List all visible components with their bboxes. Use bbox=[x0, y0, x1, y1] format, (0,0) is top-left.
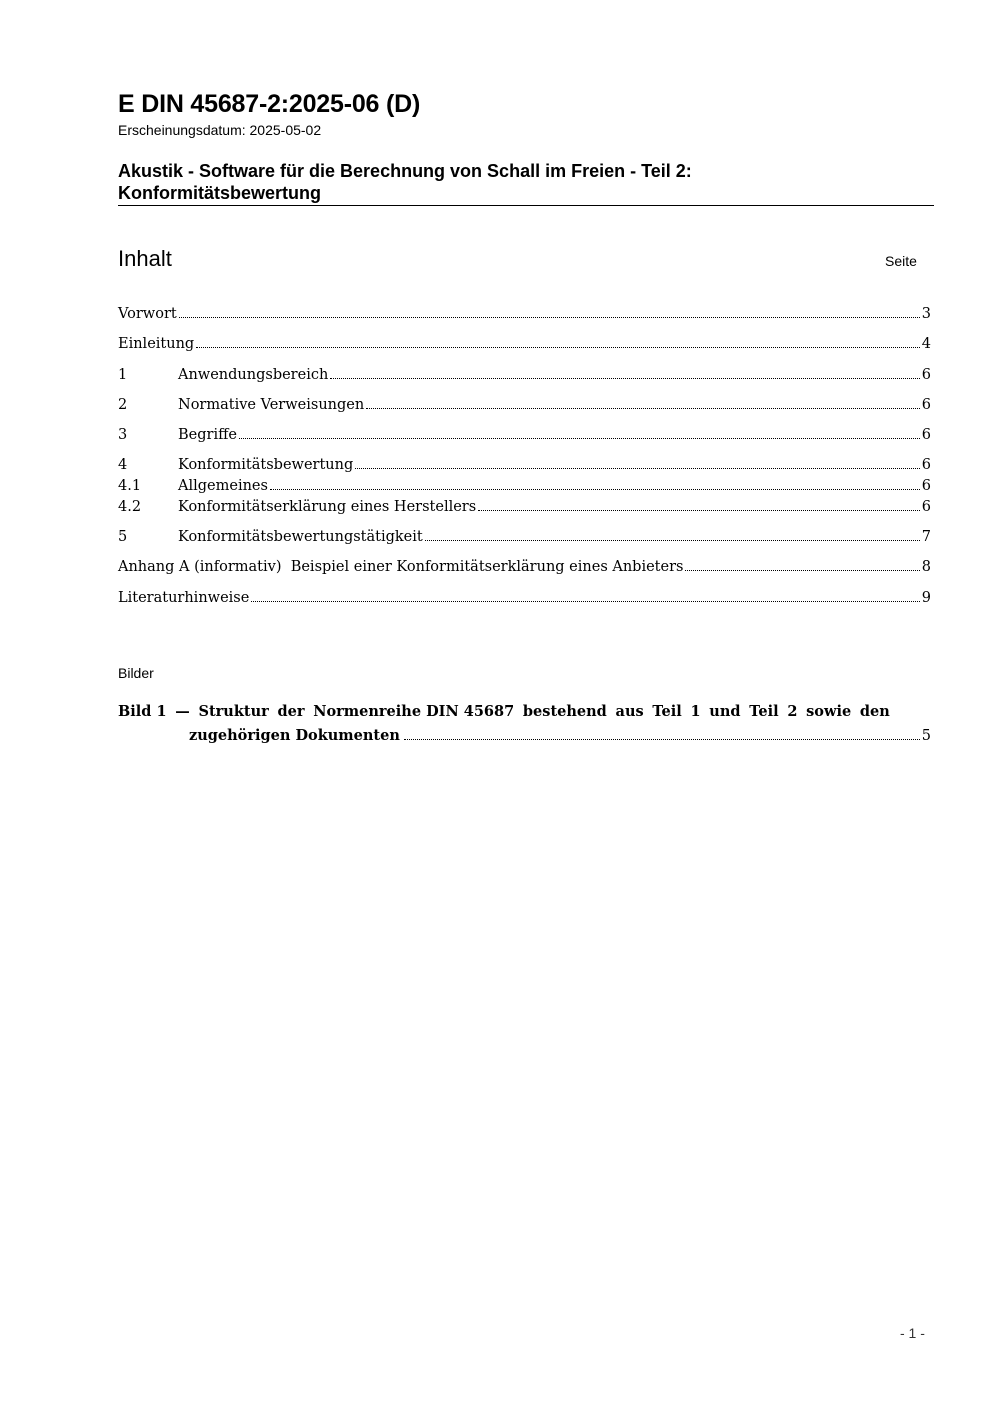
title-divider bbox=[118, 205, 934, 206]
toc-entry-number: 2 bbox=[118, 397, 128, 413]
toc-entry-number: 1 bbox=[118, 367, 128, 383]
toc-entry-page: 8 bbox=[921, 559, 931, 575]
dot-leader bbox=[270, 489, 920, 490]
dot-leader bbox=[179, 317, 920, 318]
toc-entry-label: Anwendungsbereich bbox=[178, 367, 329, 383]
figure-entry-continuation: zugehörigen Dokumenten bbox=[189, 727, 400, 744]
toc-entry-number: 3 bbox=[118, 427, 128, 443]
figures-heading: Bilder bbox=[118, 665, 154, 681]
toc-entry-page: 6 bbox=[921, 499, 931, 515]
toc-entry-page: 6 bbox=[921, 478, 931, 494]
toc-entry-number: 5 bbox=[118, 529, 128, 545]
toc-entry-page: 7 bbox=[921, 529, 931, 545]
subtitle-line-1: Akustik - Software für die Berechnung von Schall im Freien - Teil 2: bbox=[118, 161, 692, 181]
toc-entry-label: Allgemeines bbox=[178, 478, 268, 494]
figure-word: — bbox=[175, 703, 190, 720]
document-subtitle bbox=[118, 160, 934, 204]
toc-entry-section-1[interactable] bbox=[118, 363, 931, 383]
toc-entry-label: Begriffe bbox=[178, 427, 237, 443]
dot-leader bbox=[478, 510, 920, 511]
toc-entry-number: 4.2 bbox=[118, 499, 142, 515]
toc-entry-section-5[interactable] bbox=[118, 525, 931, 545]
dot-leader bbox=[404, 739, 920, 740]
toc-entry-number: 4 bbox=[118, 457, 128, 473]
toc-entry-page: 6 bbox=[921, 427, 931, 443]
toc-entry-label: Einleitung bbox=[118, 336, 195, 352]
figure-word: Struktur bbox=[198, 703, 269, 720]
figure-word: Teil bbox=[749, 703, 779, 720]
toc-entry-einleitung[interactable] bbox=[118, 332, 931, 352]
figure-entry-1-line-1[interactable] bbox=[118, 703, 890, 723]
toc-entry-literaturhinweise[interactable] bbox=[118, 586, 931, 606]
toc-entry-label: Konformitätserklärung eines Herstellers bbox=[178, 499, 477, 515]
subtitle-line-2: Konformitätsbewertung bbox=[118, 183, 322, 203]
figure-word: 1 bbox=[690, 703, 701, 720]
dot-leader bbox=[355, 468, 920, 469]
toc-heading: Inhalt bbox=[118, 246, 172, 271]
toc-entry-label: Normative Verweisungen bbox=[178, 397, 365, 413]
figure-word: Teil bbox=[652, 703, 682, 720]
toc-entry-label: Konformitätsbewertung bbox=[178, 457, 354, 473]
dot-leader bbox=[239, 438, 920, 439]
toc-entry-section-4[interactable] bbox=[118, 453, 931, 473]
toc-entry-section-3[interactable] bbox=[118, 423, 931, 443]
toc-entry-page: 3 bbox=[921, 306, 931, 322]
figure-word: und bbox=[709, 703, 741, 720]
toc-entry-page: 6 bbox=[921, 457, 931, 473]
toc-entry-number: 4.1 bbox=[118, 478, 142, 494]
toc-page-column-label: Seite bbox=[885, 253, 917, 269]
toc-entry-vorwort[interactable] bbox=[118, 302, 931, 322]
toc-entry-label: Anhang A (informativ) Beispiel einer Konformitätserklärung eines Anbieters bbox=[118, 559, 684, 575]
toc-entry-annex-a[interactable] bbox=[118, 555, 931, 575]
toc-entry-section-2[interactable] bbox=[118, 393, 931, 413]
figure-word: bestehend bbox=[522, 703, 607, 720]
figure-word: sowie bbox=[806, 703, 852, 720]
figure-word: der bbox=[277, 703, 305, 720]
dot-leader bbox=[685, 570, 919, 571]
dot-leader bbox=[251, 601, 919, 602]
toc-entry-label: Literaturhinweise bbox=[118, 590, 250, 606]
publication-date: Erscheinungsdatum: 2025-05-02 bbox=[118, 122, 322, 138]
figure-word: den bbox=[859, 703, 890, 720]
toc-entry-section-4-2[interactable] bbox=[118, 495, 931, 515]
toc-entry-page: 4 bbox=[921, 336, 931, 352]
figure-word: aus bbox=[615, 703, 644, 720]
dot-leader bbox=[366, 408, 920, 409]
toc-entry-section-4-1[interactable] bbox=[118, 474, 931, 494]
dot-leader bbox=[425, 540, 920, 541]
figure-entry-page: 5 bbox=[921, 728, 931, 744]
figure-entry-1-line-2[interactable] bbox=[189, 724, 931, 744]
page-number: - 1 - bbox=[900, 1325, 925, 1341]
dot-leader bbox=[196, 347, 920, 348]
figure-word: Normenreihe DIN 45687 bbox=[313, 703, 515, 720]
figure-word: 2 bbox=[787, 703, 798, 720]
toc-entry-page: 6 bbox=[921, 367, 931, 383]
toc-entry-label: Vorwort bbox=[118, 306, 177, 322]
toc-entry-page: 9 bbox=[921, 590, 931, 606]
document-title: E DIN 45687-2:2025-06 (D) bbox=[118, 90, 421, 118]
toc-entry-label: Konformitätsbewertungstätigkeit bbox=[178, 529, 423, 545]
dot-leader bbox=[330, 378, 919, 379]
toc-entry-page: 6 bbox=[921, 397, 931, 413]
figure-word: Bild 1 bbox=[118, 703, 167, 720]
